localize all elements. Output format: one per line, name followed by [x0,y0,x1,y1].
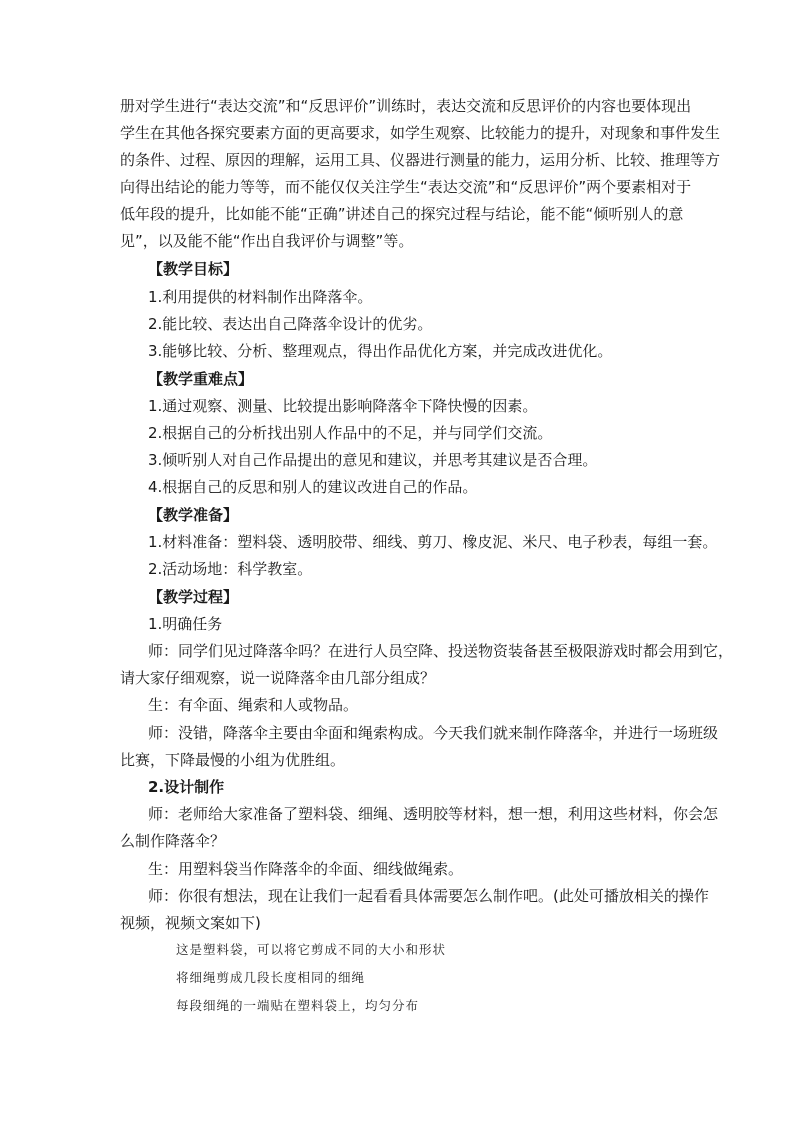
student-line: 生：用塑料袋当作降落伞的伞面、细线做绳索。 [148,860,464,878]
teacher-line: 师：没错，降落伞主要由伞面和绳索构成。今天我们就来制作降落伞，并进行一场班级 [148,724,719,742]
preparation-item: 2.活动场地：科学教室。 [148,560,313,578]
goals-heading: 【教学目标】 [148,260,239,278]
video-script-line: 将细绳剪成几段长度相同的细绳 [176,970,366,985]
student-line: 生：有伞面、绳索和人或物品。 [148,696,359,714]
step-heading: 1.明确任务 [148,615,223,633]
teacher-line: 师：同学们见过降落伞吗？在进行人员空降、投送物资装备甚至极限游戏时都会用到它， [148,642,734,660]
key-point-item: 3.倾听别人对自己作品提出的意见和建议，并思考其建议是否合理。 [148,451,598,469]
intro-line: 学生在其他各探究要素方面的更高要求，如学生观察、比较能力的提升，对现象和事件发生 [120,124,721,142]
intro-line: 向得出结论的能力等等，而不能仅仅关注学生“表达交流”和“反思评价”两个要素相对于 [120,178,692,196]
teacher-line: 师：你很有想法，现在让我们一起看看具体需要怎么制作吧。(此处可播放相关的操作 [148,887,709,905]
preparation-item: 1.材料准备：塑料袋、透明胶带、细线、剪刀、橡皮泥、米尺、电子秒表，每组一套。 [148,533,718,551]
process-heading: 【教学过程】 [148,588,239,606]
teacher-line: 请大家仔细观察，说一说降落伞由几部分组成？ [120,669,436,687]
goal-item: 2.能比较、表达出自己降落伞设计的优劣。 [148,315,433,333]
video-script-line: 这是塑料袋，可以将它剪成不同的大小和形状 [176,942,447,957]
intro-line: 低年段的提升，比如能不能“正确”讲述自己的探究过程与结论，能不能“倾听别人的意 [120,205,684,223]
goal-item: 3.能够比较、分析、整理观点，得出作品优化方案，并完成改进优化。 [148,342,613,360]
teacher-line: 师：老师给大家准备了塑料袋、细绳、透明胶等材料，想一想，利用这些材料，你会怎 [148,805,719,823]
intro-line: 册对学生进行“表达交流”和“反思评价”训练时，表达交流和反思评价的内容也要体现出 [120,97,692,115]
teacher-line: 比赛，下降最慢的小组为优胜组。 [120,751,346,769]
intro-line: 见”，以及能不能“作出自我评价与调整”等。 [120,232,414,250]
preparation-heading: 【教学准备】 [148,506,239,524]
key-point-item: 4.根据自己的反思和别人的建议改进自己的作品。 [148,478,478,496]
key-points-heading: 【教学重难点】 [148,370,254,388]
goal-item: 1.利用提供的材料制作出降落伞。 [148,288,373,306]
teacher-line: 么制作降落伞？ [120,832,226,850]
teacher-line: 视频，视频文案如下) [120,914,261,932]
step-heading: 2.设计制作 [148,778,225,796]
video-script-line: 每段细绳的一端贴在塑料袋上，均匀分布 [176,998,420,1013]
key-point-item: 2.根据自己的分析找出别人作品中的不足，并与同学们交流。 [148,424,553,442]
intro-line: 的条件、过程、原因的理解，运用工具、仪器进行测量的能力，运用分析、比较、推理等方 [120,151,721,169]
key-point-item: 1.通过观察、测量、比较提出影响降落伞下降快慢的因素。 [148,397,538,415]
